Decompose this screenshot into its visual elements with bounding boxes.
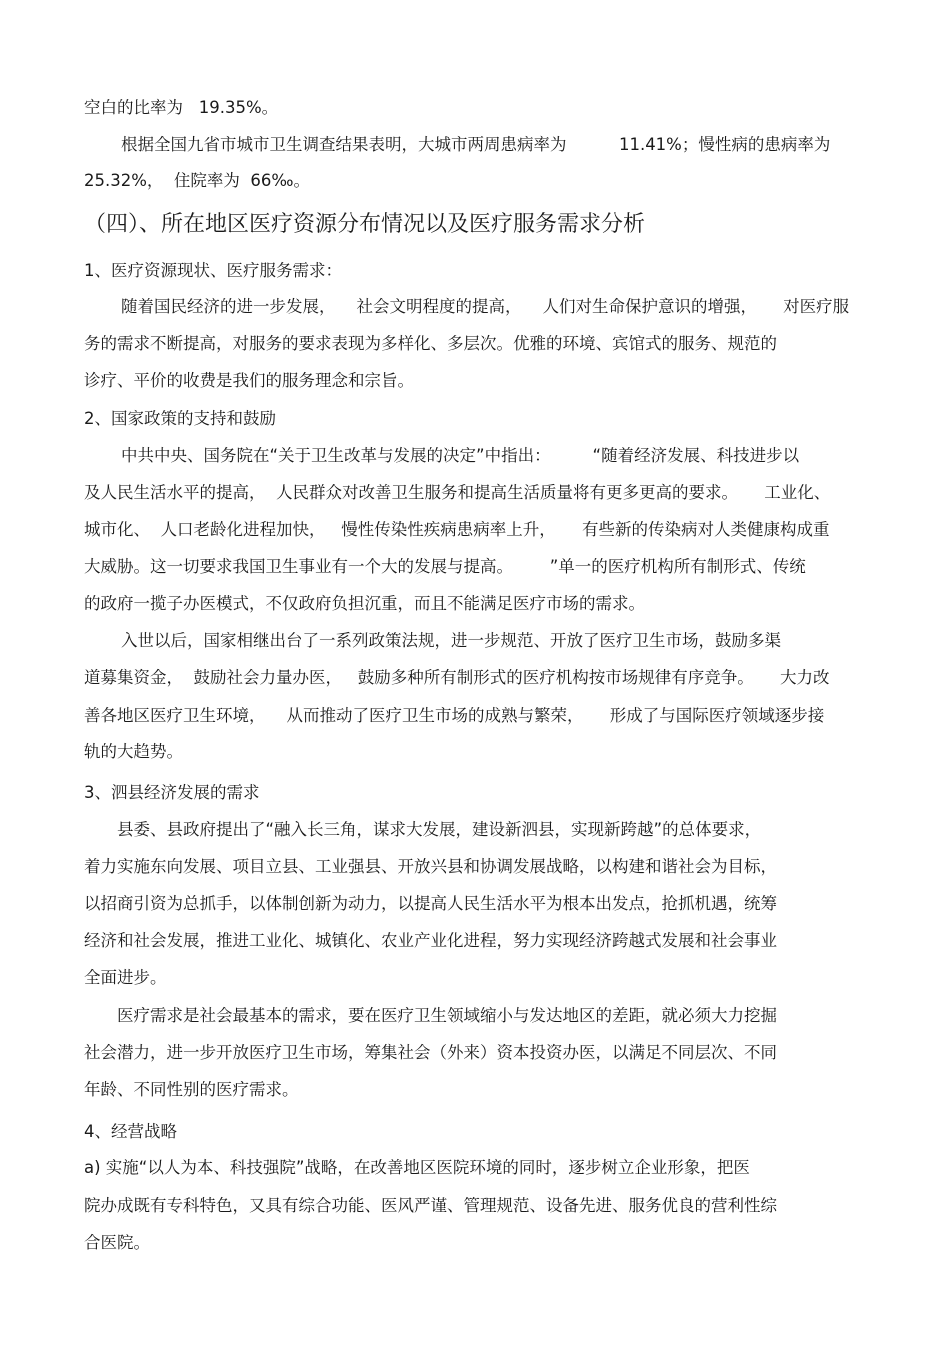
text-line: 社会潜力，进一步开放医疗卫生市场，筹集社会（外来）资本投资办医，以满足不同层次、不同 bbox=[84, 1043, 777, 1062]
text-line: 大威胁。这一切要求我国卫生事业有一个大的发展与提高。 ”单一的医疗机构所有制形式、传统 bbox=[84, 557, 806, 576]
subheading: 2、国家政策的支持和鼓励 bbox=[84, 409, 276, 428]
text-line: a) 实施“以人为本、科技强院”战略，在改善地区医院环境的同时，逐步树立企业形象，把医 bbox=[84, 1158, 750, 1177]
text-line: 年龄、不同性别的医疗需求。 bbox=[84, 1080, 299, 1099]
text-line: 善各地区医疗卫生环境， 从而推动了医疗卫生市场的成熟与繁荣， 形成了与国际医疗领域逐步接 bbox=[84, 706, 825, 725]
text-line: 县委、县政府提出了“融入长三角，谋求大发展，建设新泗县，实现新跨越”的总体要求， bbox=[117, 820, 762, 839]
text-line: 院办成既有专科特色，又具有综合功能、医风严谨、管理规范、设备先进、服务优良的营利性综 bbox=[84, 1196, 777, 1215]
text-line: 诊疗、平价的收费是我们的服务理念和宗旨。 bbox=[84, 371, 414, 390]
text-line: 25.32%， 住院率为 66‰。 bbox=[84, 171, 311, 190]
text-line: 随着国民经济的进一步发展， 社会文明程度的提高， 人们对生命保护意识的增强， 对医疗服 bbox=[121, 297, 850, 316]
text-line: 及人民生活水平的提高， 人民群众对改善卫生服务和提高生活质量将有更多更高的要求。 工业化、 bbox=[84, 483, 831, 502]
text-line: 以招商引资为总抓手，以体制创新为动力，以提高人民生活水平为根本出发点，抢抓机遇，统筹 bbox=[84, 894, 777, 913]
text-line: 中共中央、国务院在“关于卫生改革与发展的决定”中指出： “随着经济发展、科技进步以 bbox=[121, 446, 800, 465]
text-line: 着力实施东向发展、项目立县、工业强县、开放兴县和协调发展战略，以构建和谐社会为目标， bbox=[84, 857, 777, 876]
text-line: 根据全国九省市城市卫生调查结果表明，大城市两周患病率为 11.41%；慢性病的患病率为 bbox=[121, 135, 831, 154]
text-line: 务的需求不断提高，对服务的要求表现为多样化、多层次。优雅的环境、宾馆式的服务、规范的 bbox=[84, 334, 777, 353]
text-line: 空白的比率为 19.35%。 bbox=[84, 98, 279, 117]
text-line: 入世以后，国家相继出台了一系列政策法规，进一步规范、开放了医疗卫生市场，鼓励多渠 bbox=[121, 631, 781, 650]
text-line: 合医院。 bbox=[84, 1233, 150, 1252]
text-line: 轨的大趋势。 bbox=[84, 742, 183, 761]
text-line: 经济和社会发展，推进工业化、城镇化、农业产业化进程，努力实现经济跨越式发展和社会事业 bbox=[84, 931, 777, 950]
subheading: 4、经营战略 bbox=[84, 1122, 177, 1141]
section-heading: （四）、所在地区医疗资源分布情况以及医疗服务需求分析 bbox=[84, 212, 646, 237]
subheading: 1、医疗资源现状、医疗服务需求： bbox=[84, 261, 342, 280]
text-line: 城市化、 人口老龄化进程加快， 慢性传染性疾病患病率上升， 有些新的传染病对人类健康构成重 bbox=[84, 520, 830, 539]
text-line: 全面进步。 bbox=[84, 968, 167, 987]
subheading: 3、泗县经济发展的需求 bbox=[84, 783, 260, 802]
text-line: 医疗需求是社会最基本的需求，要在医疗卫生领域缩小与发达地区的差距，就必须大力挖掘 bbox=[117, 1006, 777, 1025]
text-line: 道募集资金， 鼓励社会力量办医， 鼓励多种所有制形式的医疗机构按市场规律有序竞争。 大力改 bbox=[84, 668, 830, 687]
text-line: 的政府一揽子办医模式，不仅政府负担沉重，而且不能满足医疗市场的需求。 bbox=[84, 594, 645, 613]
